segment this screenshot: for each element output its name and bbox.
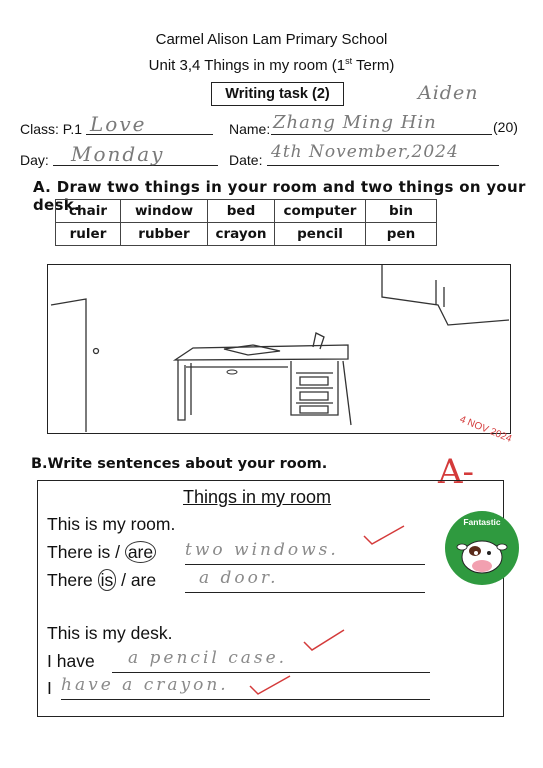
word-cell: bin [366, 200, 437, 223]
circled-word: are [125, 541, 156, 563]
date-field [267, 142, 499, 166]
handwritten-english-name: Aiden [418, 82, 479, 104]
class-field [86, 112, 213, 135]
room-drawing [48, 265, 509, 432]
day-field [53, 142, 218, 166]
tick-mark [246, 672, 296, 702]
reward-sticker [445, 511, 519, 585]
name-label: Name: [229, 121, 271, 137]
school-name: Carmel Alison Lam Primary School [155, 31, 388, 48]
sentence-box-title: Things in my room [183, 487, 332, 507]
class-label: Class: P.1 [20, 121, 82, 137]
answer-line-5 [112, 648, 430, 673]
word-bank-table [55, 199, 437, 246]
answer-text: have a crayon. [61, 675, 229, 695]
sentence-line-5: I have [47, 651, 95, 671]
class-number: (20) [493, 119, 518, 135]
circled-word: is [98, 569, 117, 591]
task-title: Writing task (2) [211, 82, 344, 106]
answer-text: two windows. [185, 540, 339, 560]
sentence-line-2: There is / are [47, 542, 156, 563]
sentence-line-1: This is my room. [47, 514, 176, 534]
sentence-line-4: This is my desk. [47, 623, 173, 643]
section-b-title: B.Write sentences about your room. [31, 456, 328, 472]
answer-text: a door. [199, 568, 279, 588]
word-cell: computer [275, 200, 366, 223]
answer-line-3 [185, 568, 425, 593]
name-value: Zhang Ming Hin [273, 112, 437, 133]
word-bank-row [56, 223, 437, 246]
crayon-drawing [313, 333, 324, 349]
tick-mark [300, 626, 350, 656]
word-cell: pen [366, 223, 437, 246]
unit-title: Unit 3,4 Things in my room (1st Term) [148, 56, 395, 74]
word-cell: rubber [121, 223, 208, 246]
word-cell: bed [208, 200, 275, 223]
window-drawing [382, 265, 509, 325]
day-value: Monday [71, 142, 165, 166]
door-drawing [51, 299, 86, 432]
word-cell: ruler [56, 223, 121, 246]
word-cell: chair [56, 200, 121, 223]
sentence-line-6: I [47, 678, 52, 698]
section-a-title: A. Draw two things in your room and two things on your desk. [33, 178, 526, 214]
door-knob [94, 349, 99, 354]
date-value: 4th November,2024 [271, 142, 459, 162]
word-cell: window [121, 200, 208, 223]
date-label: Date: [229, 152, 263, 168]
word-cell: pencil [275, 223, 366, 246]
cow-icon [445, 511, 519, 585]
word-cell: crayon [208, 223, 275, 246]
sticker-text: Fantastic [463, 517, 501, 527]
tick-mark [360, 522, 410, 552]
name-field [271, 112, 492, 135]
drawing-box [47, 264, 511, 434]
date-stamp: 4 NOV 2024 [457, 414, 514, 445]
word-bank-row [56, 200, 437, 223]
sentence-line-3: There is / are [47, 570, 157, 590]
day-label: Day: [20, 152, 49, 168]
class-value: Love [90, 112, 147, 136]
answer-text: a pencil case. [128, 648, 288, 668]
grade-mark: A- [438, 452, 475, 492]
